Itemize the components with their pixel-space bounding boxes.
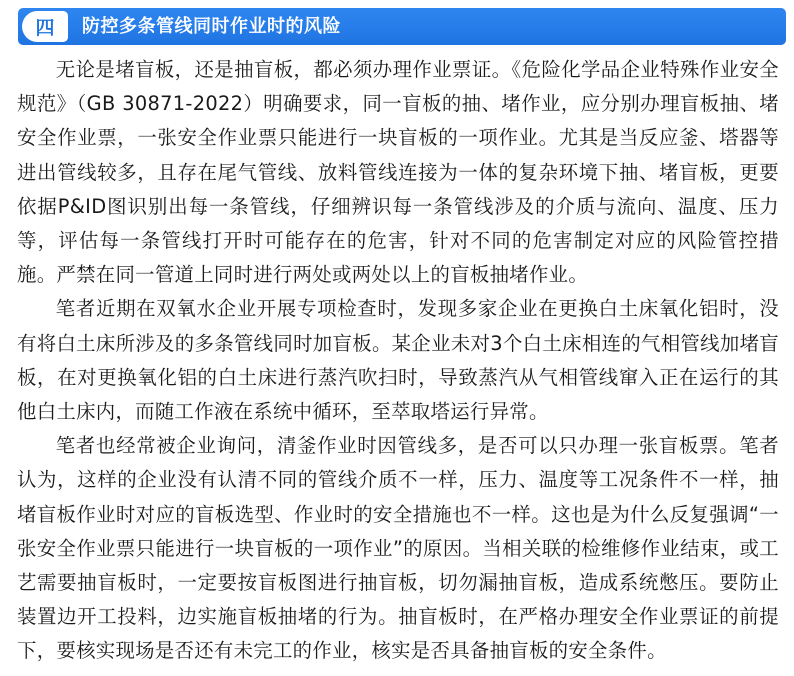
section-number-badge: 四	[22, 11, 68, 42]
article-body	[17, 53, 779, 669]
paragraph-2: 笔者近期在双氧水企业开展专项检查时，发现多家企业在更换白土床氧化铝时，没有将白土床所涉及的多条管线同时加盲板。某企业未对3个白土床相连的气相管线加堵盲板，在对更换氧化铝的白土床进行蒸汽吹扫时，导致蒸汽从气相管线窜入正在运行的其他白土床内，而随工作液在系统中循环，至萃取塔运行异常。	[17, 297, 779, 424]
section-title: 防控多条管线同时作业时的风险	[82, 16, 341, 37]
paragraph-1: 无论是堵盲板，还是抽盲板，都必须办理作业票证。《危险化学品企业特殊作业安全规范》（GB 30871-2022）明确要求，同一盲板的抽、堵作业，应分别办理盲板抽、堵安全作业票，一张安全作业票只能进行一块盲板的一项作业。尤其是当反应釜、塔器等进出管线较多，且存在尾气管线、放料管线连接为一体的复杂环境下抽、堵盲板，更要依据P&ID图识别出每一条管线，仔细辨识每一条管线涉及的介质与流向、温度、压力等，评估每一条管线打开时可能存在的危害，针对不同的危害制定对应的风险管控措施。严禁在同一管道上同时进行两处或两处以上的盲板抽堵作业。	[17, 58, 779, 287]
section-header	[18, 8, 786, 45]
paragraph-3: 笔者也经常被企业询问，清釜作业时因管线多，是否可以只办理一张盲板票。笔者认为，这样的企业没有认清不同的管线介质不一样，压力、温度等工况条件不一样，抽堵盲板作业时对应的盲板选型、作业时的安全措施也不一样。这也是为什么反复强调“一张安全作业票只能进行一块盲板的一项作业”的原因。当相关联的检维修作业结束，或工艺需要抽盲板时，一定要按盲板图进行抽盲板，切勿漏抽盲板，造成系统憋压。要防止装置边开工投料，边实施盲板抽堵的行为。抽盲板时，在严格办理安全作业票证的前提下，要核实现场是否还有未完工的作业，核实是否具备抽盲板的安全条件。	[17, 434, 779, 663]
